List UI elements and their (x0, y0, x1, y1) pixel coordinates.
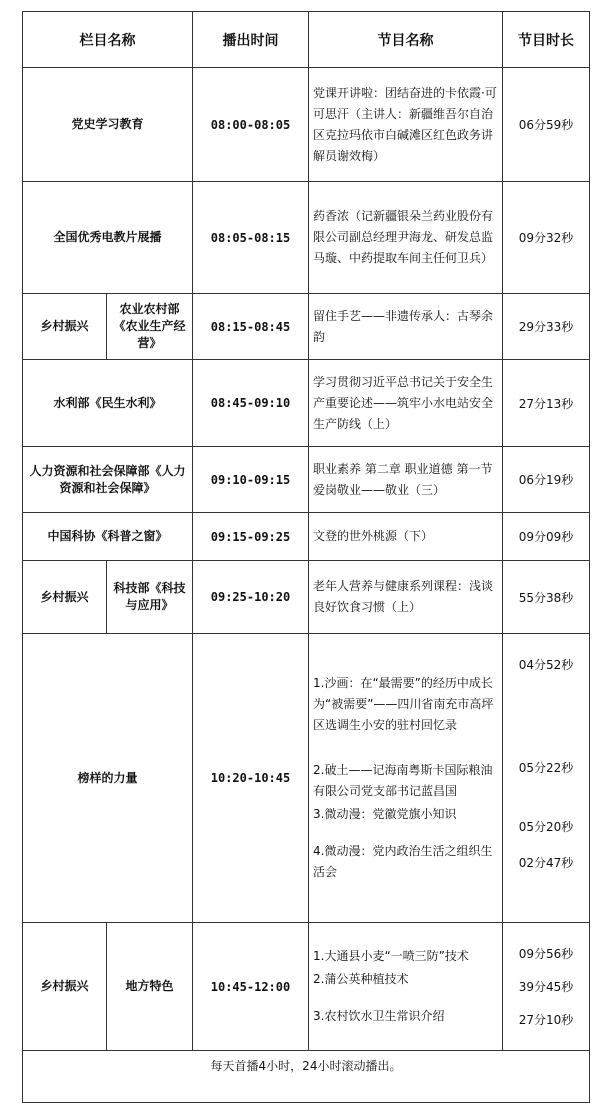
program-cell (309, 923, 503, 1051)
program-cell: 留住手艺——非遗传承人：古琴余韵 (309, 294, 503, 360)
program-cell: 学习贯彻习近平总书记关于安全生产重要论述——筑牢小水电站安全生产防线（上） (309, 360, 503, 447)
duration-item: 05分20秒 (518, 820, 574, 834)
program-item: 2.蒲公英种植技术 (313, 972, 409, 986)
sub-column-cell: 农业农村部《农业生产经营》 (107, 294, 193, 360)
time-cell: 08:00-08:05 (193, 68, 309, 182)
column-cell: 人力资源和社会保障部《人力资源和社会保障》 (23, 447, 193, 513)
table-row (23, 360, 590, 447)
program-item: 1.大通县小麦“一喷三防”技术 (313, 949, 469, 963)
column-cell: 乡村振兴 (23, 561, 107, 634)
header-air-time: 播出时间 (193, 12, 309, 68)
duration-item: 05分22秒 (518, 761, 574, 775)
table-row (23, 561, 590, 634)
column-cell: 党史学习教育 (23, 68, 193, 182)
column-cell: 全国优秀电教片展播 (23, 182, 193, 294)
table-row (23, 923, 590, 1051)
program-cell: 党课开讲啦：团结奋进的卡依霞·可可思汗（主讲人：新疆维吾尔自治区克拉玛依市白碱滩区红色政务讲解员谢效梅） (309, 68, 503, 182)
time-cell: 10:45-12:00 (193, 923, 309, 1051)
table-row (23, 634, 590, 923)
program-cell: 老年人营养与健康系列课程：浅谈良好饮食习惯（上） (309, 561, 503, 634)
sub-column-cell: 科技部《科技与应用》 (107, 561, 193, 634)
duration-cell: 09分32秒 (503, 182, 590, 294)
program-item: 3.微动漫：党徽党旗小知识 (313, 807, 457, 821)
column-cell: 中国科协《科普之窗》 (23, 513, 193, 561)
sub-column-cell: 地方特色 (107, 923, 193, 1051)
column-cell: 榜样的力量 (23, 634, 193, 923)
header-duration: 节目时长 (503, 12, 590, 68)
duration-cell: 55分38秒 (503, 561, 590, 634)
column-cell: 乡村振兴 (23, 294, 107, 360)
program-item: 1.沙画：在“最需要”的经历中成长为“被需要”——四川省南充市高坪区选调生小安的驻村回忆录 (313, 676, 494, 732)
program-cell (309, 634, 503, 923)
column-cell: 水利部《民生水利》 (23, 360, 193, 447)
program-cell: 药香浓（记新疆银朵兰药业股份有限公司副总经理尹海龙、研发总监马璇、中药提取车间主任何卫兵） (309, 182, 503, 294)
time-cell: 08:05-08:15 (193, 182, 309, 294)
time-cell: 09:25-10:20 (193, 561, 309, 634)
duration-cell: 09分09秒 (503, 513, 590, 561)
duration-item: 27分10秒 (518, 1013, 574, 1027)
program-item: 2.破土——记海南粤斯卡国际粮油有限公司党支部书记蓝昌国 (313, 763, 493, 798)
time-cell: 10:20-10:45 (193, 634, 309, 923)
duration-cell: 06分19秒 (503, 447, 590, 513)
duration-cell (503, 634, 590, 923)
footer-note: 每天首播4小时，24小时滚动播出。 (23, 1051, 590, 1103)
program-cell: 职业素养 第二章 职业道德 第一节 爱岗敬业——敬业（三） (309, 447, 503, 513)
table-row (23, 447, 590, 513)
program-item: 4.微动漫：党内政治生活之组织生活会 (313, 844, 493, 879)
table-row (23, 182, 590, 294)
time-cell: 09:15-09:25 (193, 513, 309, 561)
header-column-name: 栏目名称 (23, 12, 193, 68)
time-cell: 08:15-08:45 (193, 294, 309, 360)
table-row (23, 68, 590, 182)
duration-item: 09分56秒 (518, 947, 574, 961)
duration-item: 39分45秒 (518, 980, 574, 994)
time-cell: 08:45-09:10 (193, 360, 309, 447)
duration-cell: 27分13秒 (503, 360, 590, 447)
schedule-table (22, 11, 590, 1103)
column-cell: 乡村振兴 (23, 923, 107, 1051)
program-cell: 文登的世外桃源（下） (309, 513, 503, 561)
duration-cell (503, 923, 590, 1051)
duration-item: 04分52秒 (518, 658, 574, 672)
duration-cell: 06分59秒 (503, 68, 590, 182)
program-item: 3.农村饮水卫生常识介绍 (313, 1009, 445, 1023)
table-row (23, 513, 590, 561)
header-program-name: 节目名称 (309, 12, 503, 68)
duration-cell: 29分33秒 (503, 294, 590, 360)
duration-item: 02分47秒 (518, 856, 574, 870)
time-cell: 09:10-09:15 (193, 447, 309, 513)
table-row (23, 294, 590, 360)
footer-row (23, 1051, 590, 1103)
header-row (23, 12, 590, 68)
